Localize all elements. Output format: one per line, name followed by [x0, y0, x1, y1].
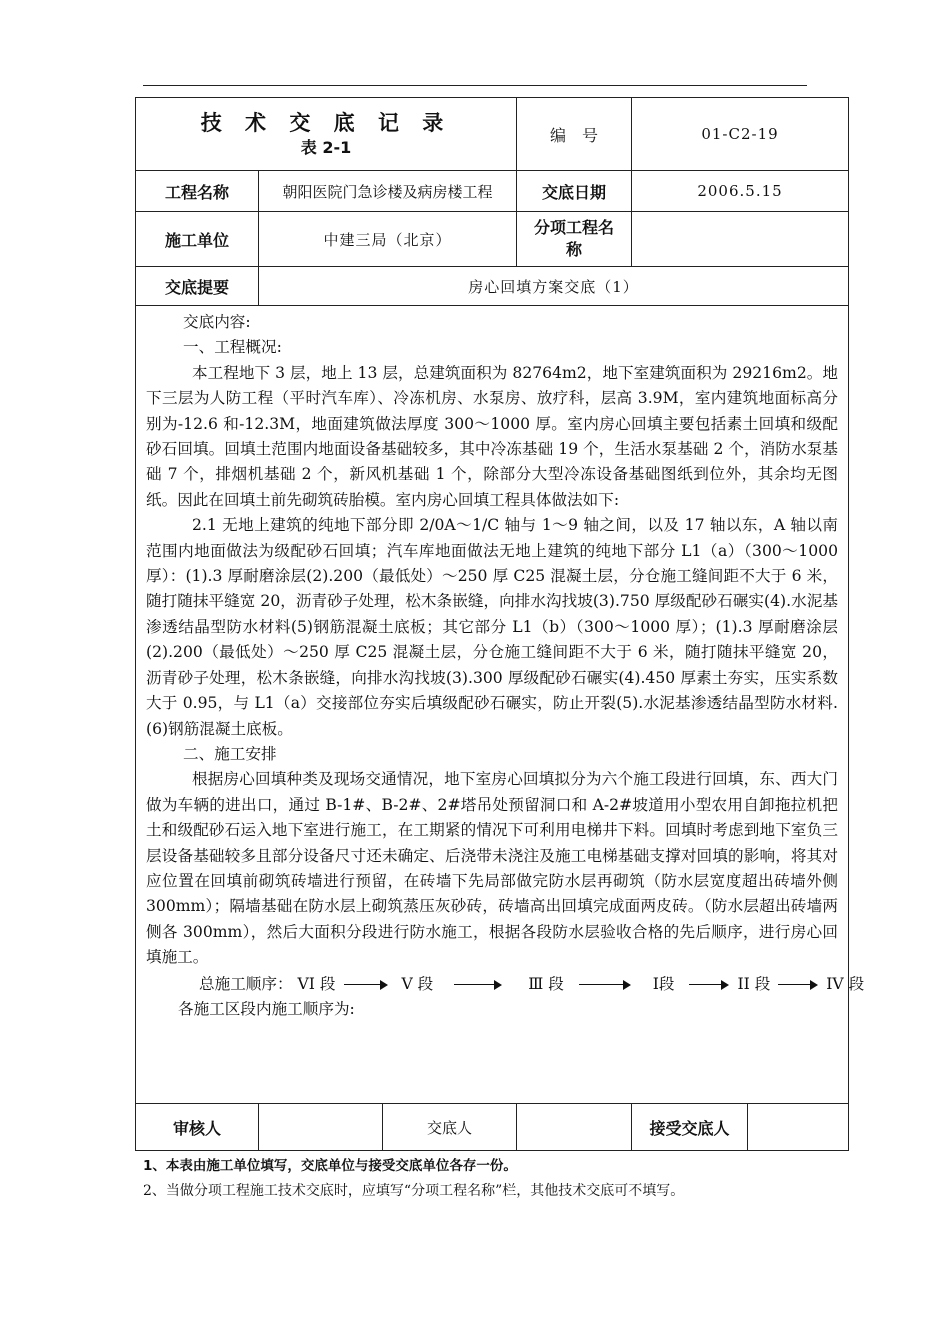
signature-row — [136, 1104, 849, 1151]
reviewer-value[interactable] — [259, 1104, 383, 1150]
backfill-method-paragraph: 2.1 无地上建筑的纯地下部分即 2/0A～1/C 轴与 1～9 轴之间，以及 17 轴以东，A 轴以南范围内地面做法为级配砂石回填；汽车库地面做法无地上建筑的纯地下部分 L1（a）（300～1000 厚）：(1).3 厚耐磨涂层(2).200（最低处）～250 厚 C25 混凝土层，分仓施工缝间距不大于 6 米，随打随抹平缝宽 20，沥青砂子处理，松木条嵌缝，向排水沟找坡(3).750 厚级配砂石碾实(4).水泥基渗透结晶型防水材料(5)钢筋混凝土底板；其它部分 L1（b）（300～1000 厚）；(1).3 厚耐磨涂层(2).200（最低处）～250 厚 C25 混凝土层，分仓施工缝间距不大于 6 米，随打随抹平缝宽 20，沥青砂子处理，松木条嵌缝，向排水沟找坡(3).300 厚级配砂石碾实(4).450 厚素土夯实，压实系数大于 0.95，与 L1（a）交接部位夯实后填级配砂石碾实，防止开裂(5).水泥基渗透结晶型防水材料.(6)钢筋混凝土底板。 — [146, 516, 838, 738]
subproject-label: 分项工程名称 — [517, 212, 632, 267]
summary-label: 交底提要 — [136, 267, 259, 306]
arrow-icon — [689, 979, 729, 991]
arrow-icon — [579, 979, 631, 991]
contractor-label: 施工单位 — [136, 212, 259, 267]
title-cell — [136, 98, 517, 171]
sequence-step: VI 段 — [297, 974, 336, 993]
arrow-icon — [778, 979, 818, 991]
subproject-value[interactable] — [632, 212, 849, 267]
note-2: 2、当做分项工程施工技术交底时，应填写“分项工程名称”栏，其他技术交底可不填写。 — [143, 1183, 685, 1199]
date-value[interactable]: 2006.5.15 — [632, 171, 849, 212]
discloser-label: 交底人 — [426, 1118, 472, 1137]
signature-subtable — [259, 1104, 516, 1150]
receiver-label: 接受交底人 — [632, 1104, 748, 1151]
sequence-step: Ⅰ段 — [652, 974, 675, 993]
disclosure-record-table — [135, 97, 865, 1151]
project-row — [136, 171, 849, 212]
overview-paragraph: 本工程地下 3 层，地上 13 层，总建筑面积为 82764m2，地下室建筑面积为 29216m2。地下三层为人防工程（平时汽车库）、冷冻机房、水泵房、放疗科，层高 3.9M，室内建筑地面标高分别为-12.6 和-12.3M，地面建筑做法厚度 300～1000 厚。室内房心回填主要包括素土回填和级配砂石回填。回填土范围内地面设备基础较多，其中冷冻基础 19 个，生活水泵基础 2 个，消防水泵基础 7 个，排烟机基础 2 个，新风机基础 1 个，除部分大型冷冻设备基础图纸到位外，其余均无图纸。因此在回填土前先砌筑砖胎模。室内房心回填工程具体做法如下: — [146, 363, 838, 509]
date-label: 交底日期 — [517, 171, 632, 212]
form-title: 技 术 交 底 记 录 — [200, 111, 452, 135]
arrangement-paragraph: 根据房心回填种类及现场交通情况，地下室房心回填拟分为六个施工段进行回填，东、西大门做为车辆的进出口，通过 B-1#、B-2#、2#塔吊处预留洞口和 A-2#坡道用小型农用自卸拖拉机把土和级配砂石运入地下室进行施工，在工期紧的情况下可利用电梯井下料。回填时考虑到地下室负三层设备基础较多且部分设备尺寸还未确定、后浇带未浇注及施工电梯基础支撑对回填的影响，将其对应位置在回填前砌筑砖墙进行预留，在砖墙下先局部做完防水层再砌筑（防水层宽度超出砖墙外侧 300mm）；隔墙基础在防水层上砌筑蒸压灰砂砖，砖墙高出回填完成面两皮砖。（防水层超出砖墙两侧各 300mm），然后大面积分段进行防水施工，根据各段防水层验收合格的先后顺序，进行房心回填施工。 — [146, 770, 838, 967]
zone-sequence-label: 各施工区段内施工顺序为: — [178, 999, 355, 1018]
sequence-step: IV 段 — [826, 974, 865, 993]
arrow-icon — [454, 979, 502, 991]
project-name-label: 工程名称 — [136, 171, 259, 212]
reviewer-label: 审核人 — [136, 1104, 259, 1151]
section2-title: 二、施工安排 — [183, 744, 277, 763]
contractor-row — [136, 212, 849, 267]
sequence-label: 总施工顺序： — [199, 974, 293, 993]
sequence-step: Ⅲ 段 — [528, 974, 564, 993]
form-subtitle: 表 2-1 — [300, 138, 352, 157]
summary-value[interactable]: 房心回填方案交底（1） — [259, 267, 849, 306]
sequence-step: II 段 — [737, 974, 771, 993]
title-row — [136, 98, 849, 171]
code-label: 编 号 — [517, 98, 632, 171]
sequence-step: V 段 — [401, 974, 434, 993]
contractor-value[interactable]: 中建三局（北京） — [259, 212, 517, 267]
content-heading: 交底内容: — [183, 313, 251, 331]
summary-row — [136, 267, 849, 306]
arrow-icon — [344, 979, 388, 991]
content-row — [136, 306, 849, 1104]
receiver-value[interactable] — [748, 1104, 849, 1151]
section1-title: 一、工程概况: — [183, 338, 282, 357]
code-value[interactable]: 01-C2-19 — [632, 98, 849, 171]
discloser-value[interactable] — [517, 1104, 632, 1151]
project-name-value[interactable]: 朝阳医院门急诊楼及病房楼工程 — [259, 171, 517, 212]
top-rule — [143, 85, 807, 86]
content-cell — [136, 306, 865, 1104]
construction-sequence — [146, 971, 865, 997]
note-1: 1、本表由施工单位填写，交底单位与接受交底单位各存一份。 — [143, 1158, 517, 1174]
